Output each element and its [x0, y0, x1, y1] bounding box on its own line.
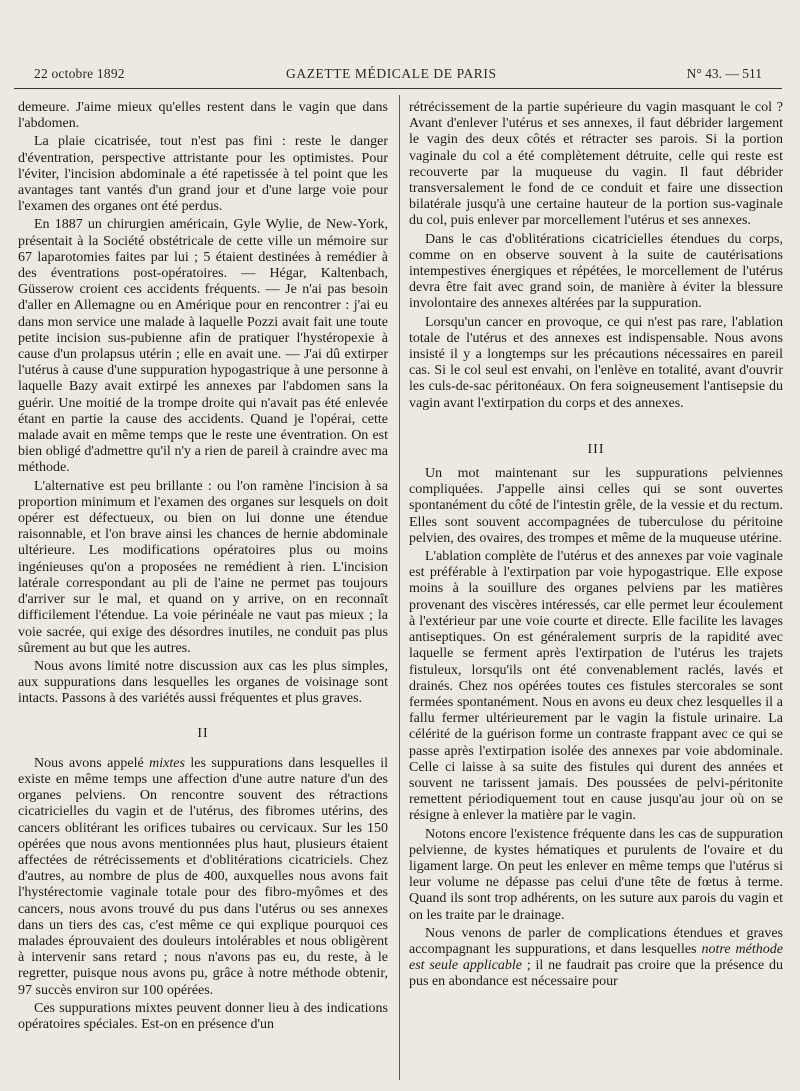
left-column — [18, 100, 388, 1035]
paragraph: demeure. J'aime mieux qu'elles restent dans le vagin que dans l'abdomen. — [18, 100, 388, 132]
text-run: Nous venons de parler de complications étendues et graves accompagnant les suppurations, et dans lesquelles — [409, 925, 783, 957]
paragraph — [18, 756, 388, 999]
paragraph: Dans le cas d'oblitérations cicatricielles étendues du corps, comme on en observe souvent à la suite de cautérisations intempestives énergiques et répétées, le morcellement de l'utérus devra être fait avec grand soin, de manière à éviter la blessure involontaire des annexes altérées par la suppuration. — [409, 231, 783, 312]
paragraph: Un mot maintenant sur les suppurations pelviennes compliquées. J'appelle ainsi celles qui se sont ouvertes spontanément du côté de l'intestin grêle, de la vessie et du rectum. Elles sont souvent accompagnées de tuberculose du péritoine pelvien, des ovaires, des trompes et même de la muqueuse utérine. — [409, 466, 783, 546]
issue-page-number: N° 43. — 511 — [686, 66, 762, 81]
text-run: ; il ne faudrait pas croire que la présence du pus en abondance est nécessaire pour — [409, 958, 783, 990]
paragraph — [409, 926, 783, 991]
paragraph: Lorsqu'un cancer en provoque, ce qui n'est pas rare, l'ablation totale de l'utérus et des annexes est indispensable. Nous avons insisté il y a longtemps sur les précautions nécessaires en pareil cas. Si le col seul est envahi, on l'enlève en totalité, avant d'ouvrir les culs-de-sac péritonéaux. On fera soigneusement l'antisepsie du vagin avant l'extirpation du corps et des annexes. — [409, 314, 783, 411]
paragraph: rétrécissement de la partie supérieure du vagin masquant le col ? Avant d'enlever l'utérus et ses annexes, il faut débrider largement le vagin des deux côtés et rétracter ses parois. Si la portion vaginale du col a été complètement détruite, celle qui reste est recouverte par la muqueuse du vagin. Il faut débrider transversalement le fond de ce conduit et faire une dissection bilatérale jusqu'à une certaine hauteur de la portion sus-vaginale du col, puis enlever par morcellement l'utérus et ses annexes. — [409, 100, 783, 229]
column-divider — [399, 95, 400, 1080]
header-rule — [14, 88, 782, 89]
paragraph: Nous avons limité notre discussion aux cas les plus simples, aux suppurations dans lesquelles les organes de voisinage sont intacts. Passons à des variétés aussi fréquentes et plus graves. — [18, 658, 388, 707]
paragraph: Ces suppurations mixtes peuvent donner lieu à des indications opératoires spéciales. Est-on en présence d'un — [18, 1000, 388, 1032]
paragraph: En 1887 un chirurgien américain, Gyle Wylie, de New-York, présentait à la Société obstétricale de cette ville un mémoire sur 67 laparotomies faites par lui ; 5 étaient destinées à remédier à des éventrations post-opératoires. — Hégar, Kaltenbach, Güsserow croient ces accidents fréquents. — Je n'ai pas besoin d'aller en Allemagne ou en Amérique pour en rencontrer : j'ai eu dans mon service une malade à laquelle Pozzi avait fait une toute petite incision sus-pubienne afin de pratiquer l'hystéropexie à cause d'un prolapsus utérin ; elle en avait une. — J'ai dû extirper l'utérus à cause d'une suppuration hypogastrique à une personne à laquelle Bazy avait extirpé les annexes par l'abdomen sans la guérir. Une moitié de la trompe droite qui n'avait pas été enlevée étant en partie la cause des accidents. Quand je l'opérai, cette malade avait en même temps que le reste une éventration. On est bien obligé d'admettre qu'il n'y a rien de pareil à craindre avec ma méthode. — [18, 217, 388, 476]
emphasis: notre méthode est seule applicable — [409, 941, 783, 974]
emphasis: mixtes — [149, 755, 185, 771]
issue-date: 22 octobre 1892 — [34, 66, 125, 81]
paragraph: L'ablation complète de l'utérus et des annexes par voie vaginale est préférable à l'extirpation par voie hypogastrique. Elle expose moins à la souillure des organes pelviens par les matières provenant des viscères intéressés, car elle permet leur écoulement à l'extérieur par une voie courte et directe. Elle facilite les lavages antiseptiques. On est généralement surpris de la rapidité avec laquelle se ferment après l'extirpation de l'utérus les trajets fistuleux, lorsqu'ils ont été convenablement raclés, lavés et drainés. Chez nos opérées toutes ces fistules stercorales se sont fermées spontanément. Nous en avons eu deux chez lesquelles il a fallu fermer ultérieurement par le vagin la fistule urinaire. La célérité de la guérison forme un contraste frappant avec ce qui se passe après l'extirpation isolée des annexes par voie abdominale. Celle ci laisse à sa suite des fistules qui durent des années et souvent ne tarissent jamais. Des poussées de pelvi-péritonite remettent périodiquement tout en cause jusqu'au jour où on se résigne à enlever la matière par le vagin. — [409, 549, 783, 824]
text-run: Nous avons appelé — [34, 755, 150, 771]
section-heading: II — [197, 725, 209, 741]
paragraph: Notons encore l'existence fréquente dans les cas de suppuration pelvienne, de kystes hématiques et purulents de l'ovaire et du ligament large. On peut les enlever en même temps que l'utérus si leur volume ne dépasse pas celui d'une tête de fœtus à terme. Quand ils sont trop adhérents, on les suture aux parois du vagin et on les traite par le drainage. — [409, 826, 783, 923]
journal-title: GAZETTE MÉDICALE DE PARIS — [286, 66, 497, 81]
text-run: les suppurations dans lesquelles il existe en même temps une affection d'une autre nature d'un des organes pelviens. On rencontre souvent des rétractions cicatricielles du vagin et de l'utérus, des fibromes utérins, des cancers oblitérant les orifices tubaires ou cervicaux. Sur les 150 opérées que nous avons mentionnées plus haut, plusieurs étaient affectées de rétrécissements et d'oblitérations cicatriciels. Chez d'autres, au nombre de plus de 400, auxquelles nous avons fait l'hystérectomie vaginale totale pour des fibro-myômes et des cancers, nous avons trouvé du pus dans l'utérus ou ses annexes dans un tiers des cas, c'est même ce qui explique pourquoi ces malades éprouvaient des douleurs intolérables et nous obligèrent à intervenir sans retard ; nous n'avons pas eu, du reste, à le regretter, puisque nous avons pu, grâce à notre méthode obtenir, 97 succès environ sur 100 opérées. — [18, 755, 388, 998]
page-header — [34, 66, 762, 86]
paragraph: La plaie cicatrisée, tout n'est pas fini : reste le danger d'éventration, perspective attristante pour les optimistes. Pour l'éviter, l'incision abdominale a été rapetissée à tel point que les avantages tant vantés d'un grand jour et d'une large voie pour l'examen des organes ont été perdus. — [18, 134, 388, 215]
section-heading: III — [587, 441, 605, 457]
right-column — [409, 100, 783, 993]
paragraph: L'alternative est peu brillante : ou l'on ramène l'incision à sa proportion minimum et l'examen des organes sur lesquels on doit opérer est défectueux, ou bien on lui donne une étendue raisonnable, et l'on brave ainsi les chances de hernie abdominale ultérieure. Les modifications opératoires plus ou moins ingénieuses qu'on a proposées ne remédient à rien. L'incision latérale correspondant au pli de l'aine ne permet pas toujours d'arriver sur le mal, et quand on y arrive, on en reconnaît difficilement l'étendue. La voie périnéale ne vaut pas mieux ; la voie sacrée, qui exige des désordres inutiles, ne conduit pas plus sûrement au but que les autres. — [18, 478, 388, 656]
